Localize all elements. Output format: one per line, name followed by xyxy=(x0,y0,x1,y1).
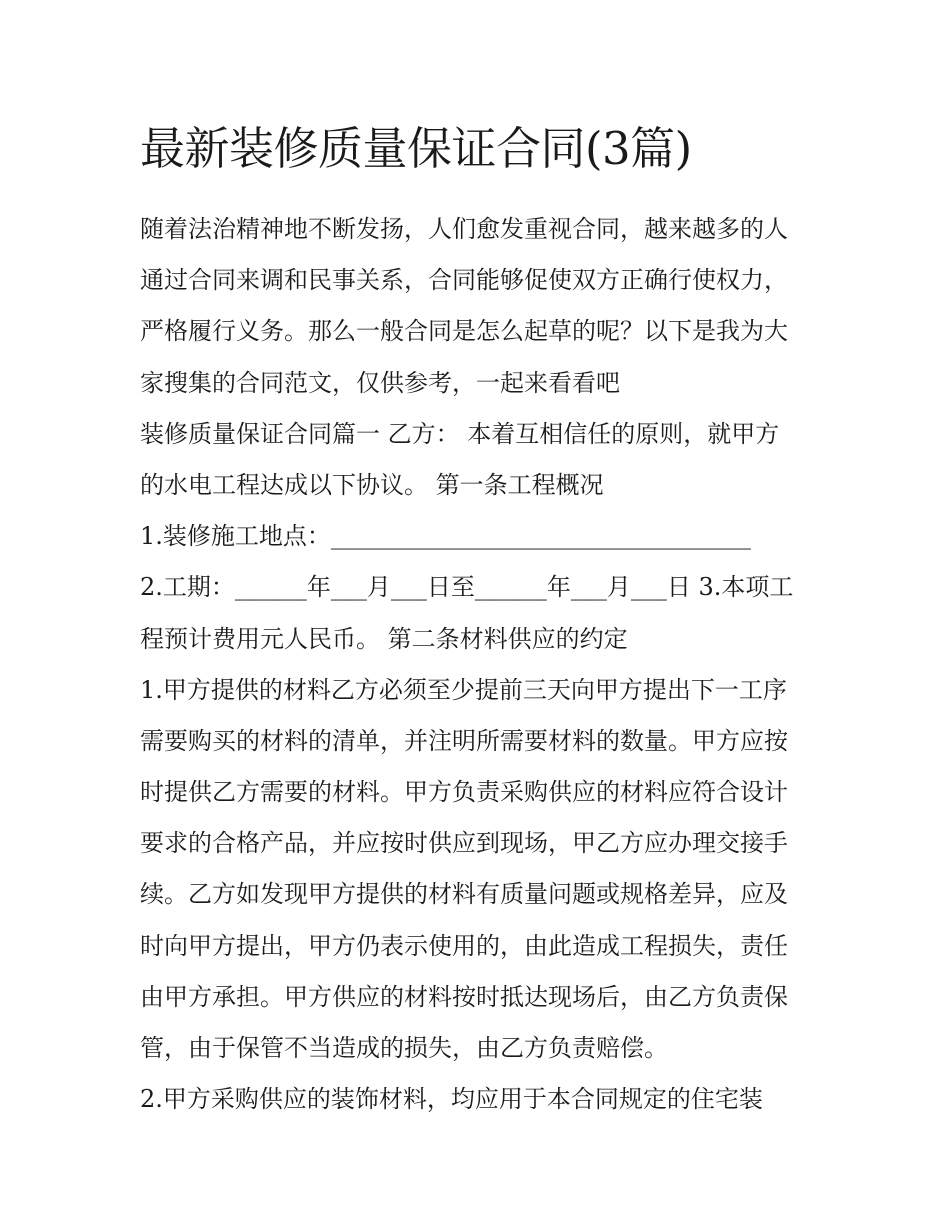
paragraph-line: 时向甲方提出，甲方仍表示使用的，由此造成工程损失，责任 xyxy=(140,931,788,960)
paragraph-line: 由甲方承担。甲方供应的材料按时抵达现场后，由乙方负责保 xyxy=(140,982,788,1011)
paragraph-line: 随着法治精神地不断发扬，人们愈发重视合同，越来越多的人 xyxy=(140,215,788,243)
paragraph-line: 2.甲方采购供应的装饰材料，均应用于本合同规定的住宅装 xyxy=(140,1085,763,1114)
paragraph-line: 1.装修施工地点：___________________________________ xyxy=(140,522,751,551)
paragraph-line: 1.甲方提供的材料乙方必须至少提前三天向甲方提出下一工序 xyxy=(140,675,787,704)
paragraph-line: 家搜集的合同范文，仅供参考，一起来看看吧 xyxy=(140,368,620,397)
paragraph-line: 管，由于保管不当造成的损失，由乙方负责赔偿。 xyxy=(140,1034,668,1062)
paragraph-line: 通过合同来调和民事关系，合同能够促使双方正确行使权力， xyxy=(140,266,788,295)
paragraph-line: 的水电工程达成以下协议。 第一条工程概况 xyxy=(140,470,604,499)
paragraph-line: 需要购买的材料的清单，并注明所需要材料的数量。甲方应按 xyxy=(140,726,788,755)
paragraph-line: 时提供乙方需要的材料。甲方负责采购供应的材料应符合设计 xyxy=(140,778,788,807)
paragraph-line: 程预计费用元人民币。 第二条材料供应的约定 xyxy=(140,624,628,653)
paragraph-line: 2.工期：______年___月___日至______年___月___日 3.本项工 xyxy=(140,573,794,602)
paragraph-line: 严格履行义务。那么一般合同是怎么起草的呢？以下是我为大 xyxy=(140,317,788,346)
document-body xyxy=(140,118,820,1125)
paragraph-line: 续。乙方如发现甲方提供的材料有质量问题或规格差异，应及 xyxy=(140,880,788,909)
paragraph-line: 装修质量保证合同篇一 乙方： 本着互相信任的原则，就甲方 xyxy=(140,419,780,448)
document-title: 最新装修质量保证合同(3篇) xyxy=(140,122,692,175)
paragraph-line: 要求的合格产品，并应按时供应到现场，甲乙方应办理交接手 xyxy=(140,829,788,858)
